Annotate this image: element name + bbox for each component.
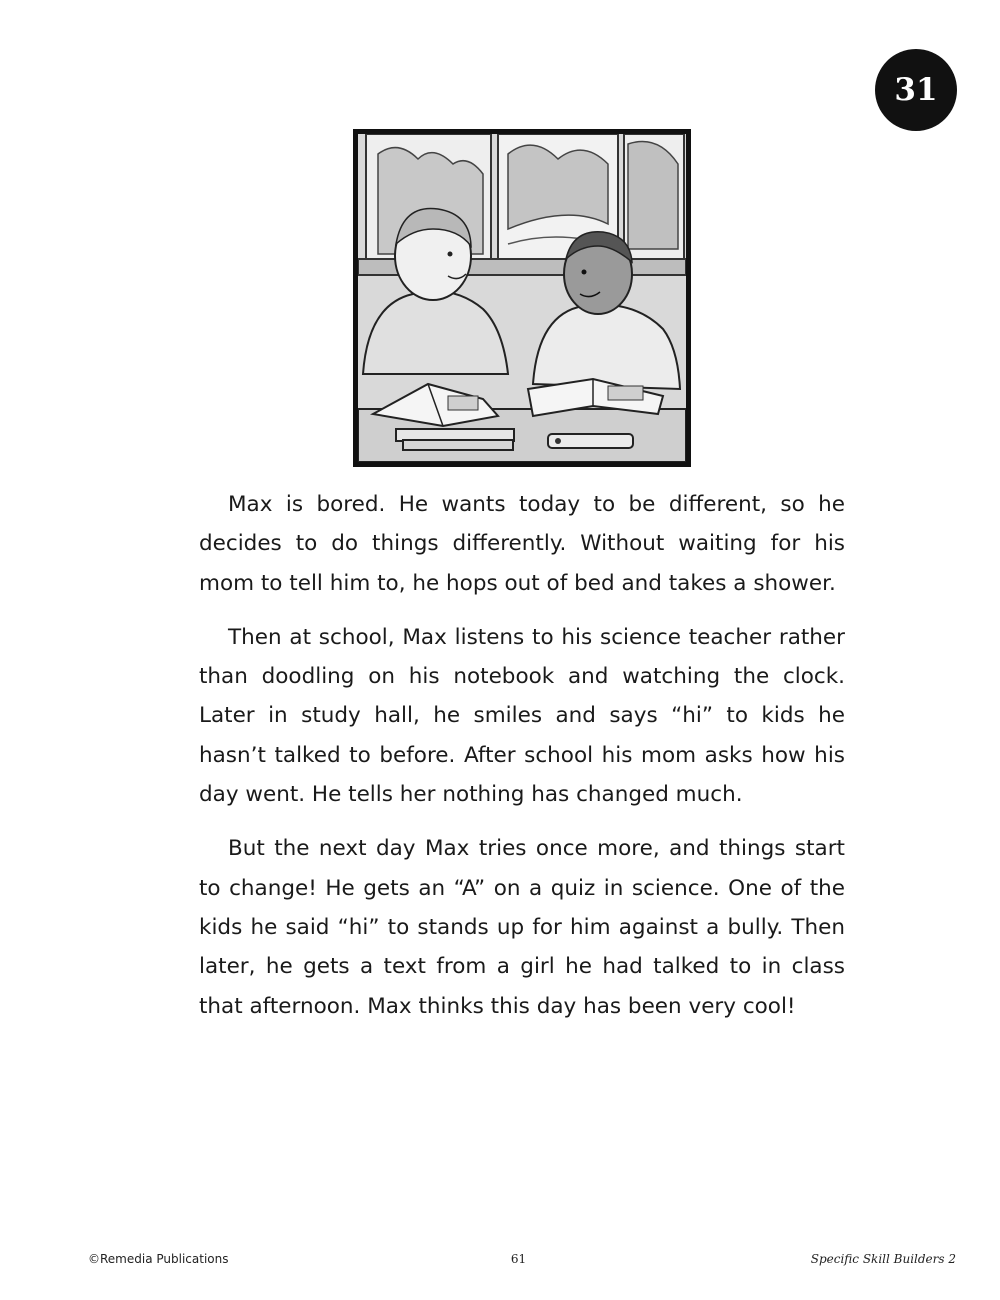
footer-copyright: ©Remedia Publications: [88, 1252, 229, 1266]
story-paragraph-2: Then at school, Max listens to his science teacher rather than doodling on his notebook and watching the clock. Later in study hall, he smiles and says “hi” to kids he hasn’t talked to before. After school his mom asks how his day went. He tells her nothing has changed much.: [199, 624, 845, 808]
footer-book-title: Specific Skill Builders 2: [810, 1252, 956, 1266]
story-illustration: [353, 129, 691, 467]
two-boys-reading-illustration: [358, 134, 686, 462]
story-paragraph-1: Max is bored. He wants today to be different, so he decides to do things differently. Without waiting for his mom to tell him to, he hops out of bed and takes a shower.: [199, 492, 845, 596]
story-text: [199, 485, 845, 1041]
footer-page-number: 61: [510, 1252, 527, 1266]
lesson-number-badge: 31: [875, 49, 957, 131]
story-paragraph-3: But the next day Max tries once more, and things start to change! He gets an “A” on a quiz in science. One of the kids he said “hi” to stands up for him against a bully. Then later, he gets a text from a girl he had talked to in class that afternoon. Max thinks this day has been very cool!: [199, 836, 845, 1019]
